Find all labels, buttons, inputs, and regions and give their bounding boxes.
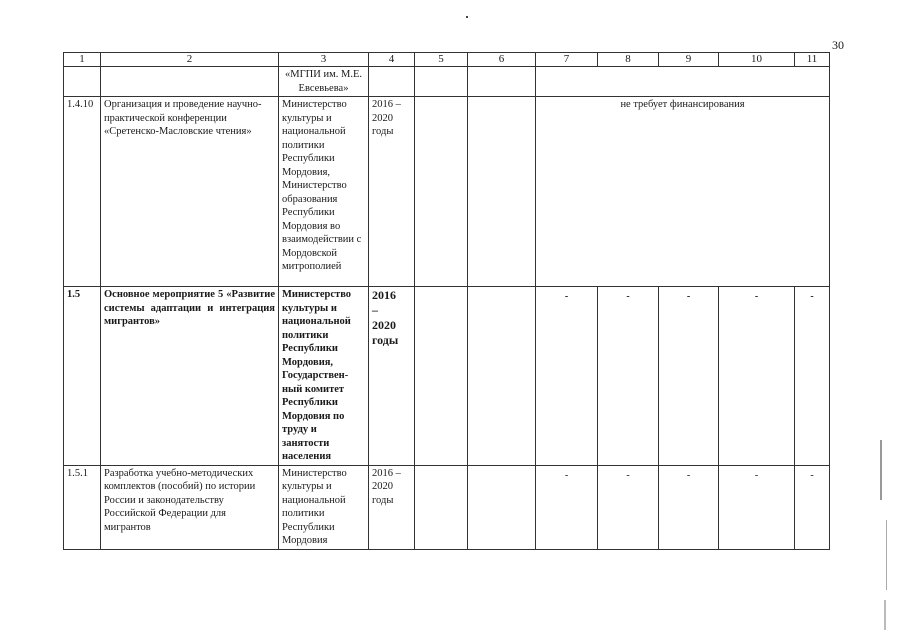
period-dash: – [372,303,378,317]
empty-value: - [564,469,569,481]
table-row [64,465,830,549]
row-executor: Министерство культуры и национальной политики Республики Мордовия, Министерство образования Республики Мордовия во взаимодействии с Мордовской митрополией [279,97,369,287]
row-executor: Министерство культуры и национальной политики Республики Мордовия [279,465,369,549]
scan-artifact [886,520,887,590]
period-start: 2016 [372,288,396,302]
column-number: 4 [369,53,415,67]
financing-note: не требует финансирования [536,97,830,287]
row-title [101,67,279,97]
row-period: 2016 – 2020 годы [369,97,415,287]
row-executor: Министерство культуры и национальной политики Республики Мордовия, Государствен-ный комитет Республики Мордовия по труду и занятости населения [279,287,369,466]
scan-artifact [884,600,886,630]
program-table [63,52,830,550]
column-number: 9 [659,53,719,67]
scan-artifact [880,440,882,500]
row-period [369,287,415,466]
empty-value: - [626,291,630,302]
empty-value: - [686,291,691,302]
row-title: Основное мероприятие 5 «Развитие системы адаптации и интеграция мигрантов» [101,287,279,466]
empty-value: - [754,291,759,302]
empty-value: - [686,469,691,481]
row-period: 2016 – 2020 годы [369,465,415,549]
empty-value: - [626,469,630,481]
row-period [369,67,415,97]
row-number: 1.4.10 [64,97,101,287]
column-number-row [64,53,830,67]
column-number: 6 [468,53,536,67]
page-number: 30 [832,38,844,52]
empty-value: - [810,291,814,302]
empty-value: - [754,469,759,481]
column-number: 11 [795,53,830,67]
column-number: 8 [598,53,659,67]
row-number: 1.5 [64,287,101,466]
row-executor: «МГПИ им. М.Е. Евсевьева» [279,67,369,97]
row-number [64,67,101,97]
period-end: 2020 годы [372,318,399,347]
column-number: 1 [64,53,101,67]
column-number: 5 [415,53,468,67]
empty-value: - [810,469,814,481]
column-number: 7 [536,53,598,67]
scan-artifact [466,16,468,18]
column-number: 3 [279,53,369,67]
row-number: 1.5.1 [64,465,101,549]
table-row [64,97,830,287]
table-row [64,287,830,466]
column-number: 10 [719,53,795,67]
column-number: 2 [101,53,279,67]
table-row [64,67,830,97]
row-title: Разработка учебно-методических комплектов (пособий) по истории России и законодательству Российской Федерации для мигрантов [101,465,279,549]
empty-value: - [564,291,569,302]
row-title: Организация и проведение научно-практической конференции «Сретенско-Масловские чтения» [101,97,279,287]
